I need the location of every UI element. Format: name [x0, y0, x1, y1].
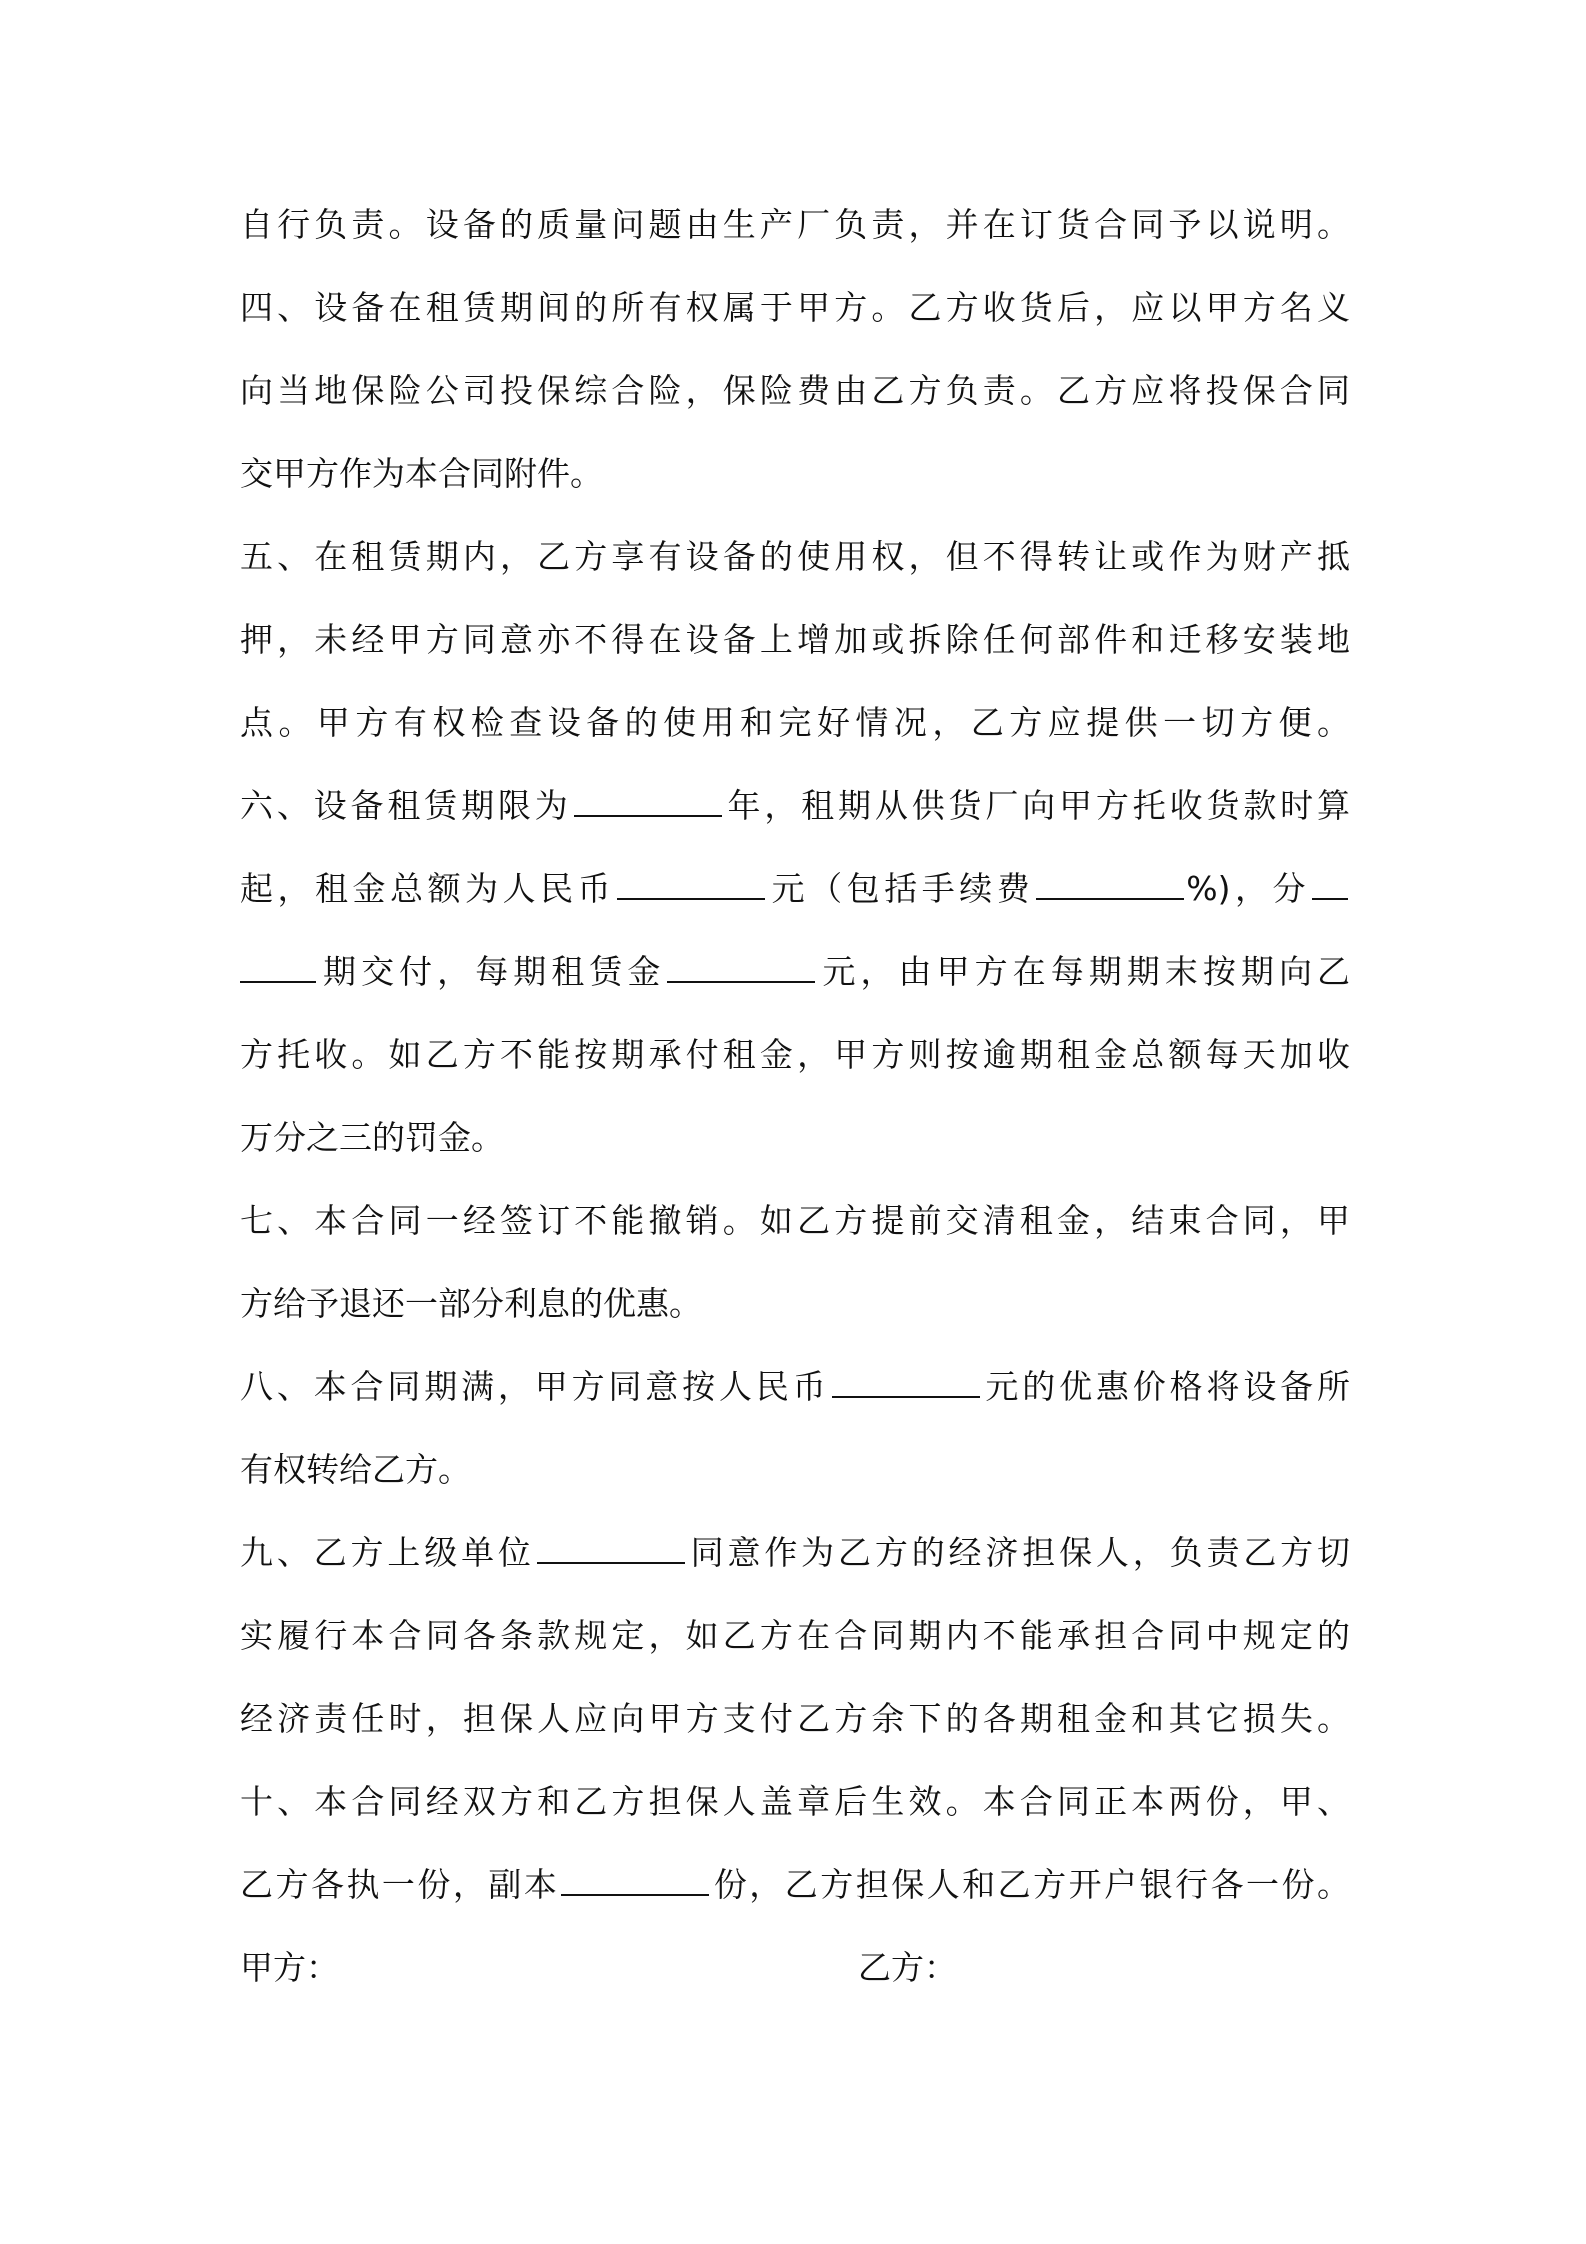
party-a-signature-label: 甲方： [240, 1948, 339, 1987]
installment-amount-blank[interactable] [667, 951, 815, 983]
clause-6-line-2 [240, 867, 1350, 911]
clause-8-line-1 [240, 1365, 1350, 1409]
clause-10-text: 份，乙方担保人和乙方开户银行各一份。 [711, 1865, 1351, 1904]
clause-4-line-2: 向当地保险公司投保综合险，保险费由乙方负责。乙方应将投保合同 [240, 371, 1350, 410]
clause-5-line-2: 押，未经甲方同意亦不得在设备上增加或拆除任何部件和迁移安装地 [240, 620, 1350, 659]
clause-7-line-1: 七、本合同一经签订不能撤销。如乙方提前交清租金，结束合同，甲 [240, 1201, 1350, 1240]
clause-6-line-5: 万分之三的罚金。 [240, 1118, 504, 1157]
clause-9-line-2: 实履行本合同各条款规定，如乙方在合同期内不能承担合同中规定的 [240, 1616, 1350, 1655]
clause-6-text: 起，租金总额为人民币 [240, 869, 616, 908]
clause-10-line-2 [240, 1863, 1350, 1907]
clause-8-text: 元的优惠价格将设备所 [981, 1367, 1351, 1406]
clause-7-line-2: 方给予退还一部分利息的优惠。 [240, 1284, 702, 1323]
clause-5-line-1: 五、在租赁期内，乙方享有设备的使用权，但不得转让或作为财产抵 [240, 537, 1350, 576]
clause-6-text: %)，分 [1186, 869, 1311, 908]
clause-8-text: 八、本合同期满，甲方同意按人民币 [240, 1367, 830, 1406]
clause-6-line-1 [240, 784, 1350, 828]
clause-6-text: 年，租期从供货厂向甲方托收货款时算 [723, 786, 1351, 825]
text-line: 自行负责。设备的质量问题由生产厂负责，并在订货合同予以说明。 [240, 205, 1350, 244]
clause-9-text: 九、乙方上级单位 [240, 1533, 535, 1572]
clause-9-line-1 [240, 1531, 1350, 1575]
clause-6-line-3 [240, 950, 1350, 994]
installments-blank[interactable] [240, 951, 316, 983]
installments-blank-start[interactable] [1312, 868, 1348, 900]
clause-6-text: 元（包括手续费 [767, 869, 1035, 908]
clause-6-text: 元，由甲方在每期期末按期向乙 [817, 952, 1351, 991]
clause-10-line-1: 十、本合同经双方和乙方担保人盖章后生效。本合同正本两份，甲、 [240, 1782, 1350, 1821]
clause-8-line-2: 有权转给乙方。 [240, 1450, 471, 1489]
clause-6-text: 期交付，每期租赁金 [318, 952, 666, 991]
clause-6-text: 六、设备租赁期限为 [240, 786, 572, 825]
buyout-price-blank[interactable] [832, 1366, 980, 1398]
clause-10-text: 乙方各执一份，副本 [240, 1865, 560, 1904]
clause-4-line-3: 交甲方作为本合同附件。 [240, 454, 603, 493]
party-b-signature-label: 乙方： [858, 1948, 957, 1987]
fee-percent-blank[interactable] [1036, 868, 1184, 900]
clause-6-line-4: 方托收。如乙方不能按期承付租金，甲方则按逾期租金总额每天加收 [240, 1035, 1350, 1074]
guarantor-unit-blank[interactable] [537, 1532, 685, 1564]
clause-9-text: 同意作为乙方的经济担保人，负责乙方切 [686, 1533, 1351, 1572]
clause-4-line-1: 四、设备在租赁期间的所有权属于甲方。乙方收货后，应以甲方名义 [240, 288, 1350, 327]
clause-9-line-3: 经济责任时，担保人应向甲方支付乙方余下的各期租金和其它损失。 [240, 1699, 1350, 1738]
copies-blank[interactable] [561, 1864, 709, 1896]
total-rent-blank[interactable] [617, 868, 765, 900]
clause-5-line-3: 点。甲方有权检查设备的使用和完好情况，乙方应提供一切方便。 [240, 703, 1350, 742]
lease-term-blank[interactable] [574, 785, 722, 817]
